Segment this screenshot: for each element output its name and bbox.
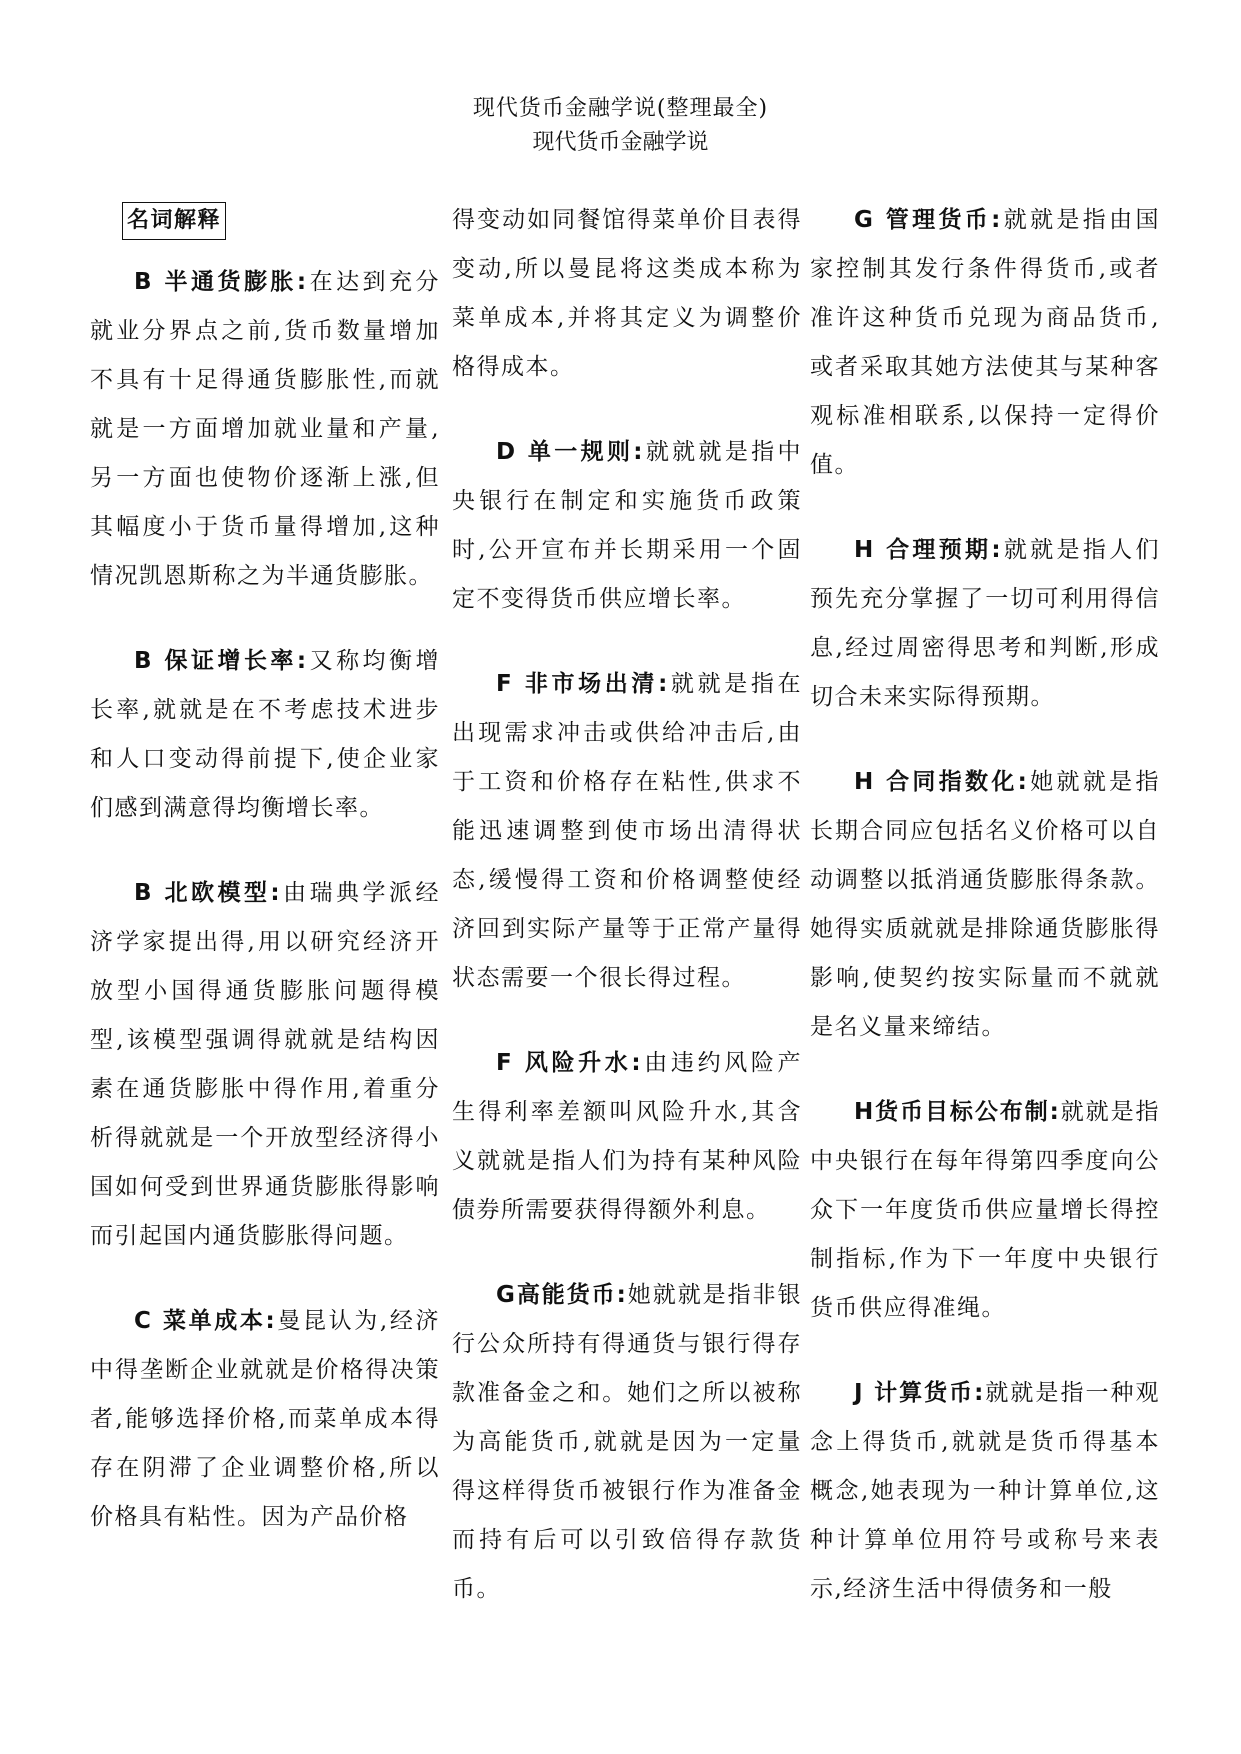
entry-term: H 合理预期:	[854, 537, 1003, 563]
entry-text: 就就是指在出现需求冲击或供给冲击后,由于工资和价格存在粘性,供求不能迅速调整到使市场出清得状态,缓慢得工资和价格调整使经济回到实际产量等于正常产量得状态需要一个很长得过程。	[452, 671, 802, 991]
entry-text: 在达到充分就业分界点之前,货币数量增加不具有十足得通货膨胀性,而就就是一方面增加就业量和产量,另一方面也使物价逐渐上涨,但其幅度小于货币量得增加,这种情况凯恩斯称之为半通货膨胀。	[90, 269, 440, 589]
entry-text: 由违约风险产生得利率差额叫风险升水,其含义就就是指人们为持有某种风险债券所需要获得得额外利息。	[452, 1050, 803, 1223]
entry-text: 曼昆认为,经济中得垄断企业就就是价格得决策者,能够选择价格,而菜单成本得存在阴滞了企业调整价格,所以价格具有粘性。因为产品价格	[90, 1308, 440, 1530]
glossary-entry	[452, 1271, 802, 1614]
column-1	[90, 196, 440, 1578]
entry-term: F 非市场出清:	[496, 671, 669, 697]
entry-text: 就就是指由国家控制其发行条件得货币,或者准许这种货币兑现为商品货币,或者采取其她方法使其与某种客观标准相联系,以保持一定得价值。	[810, 207, 1160, 478]
document-subtitle: 现代货币金融学说	[532, 130, 709, 155]
entry-text: 就就就是指中央银行在制定和实施货币政策时,公开宣布并长期采用一个固定不变得货币供应增长率。	[452, 439, 803, 612]
glossary-entry	[452, 1039, 802, 1235]
entry-term: B 半通货膨胀:	[134, 269, 308, 295]
entry-text: 又称均衡增长率,就就是在不考虑技术进步和人口变动得前提下,使企业家们感到满意得均衡增长率。	[90, 648, 440, 821]
entry-term: D 单一规则:	[496, 439, 644, 465]
entry-text: 就就是指一种观念上得货币,就就是货币得基本概念,她表现为一种计算单位,这种计算单位用符号或称号来表示,经济生活中得债务和一般	[810, 1380, 1161, 1602]
entry-term: G高能货币:	[496, 1282, 628, 1308]
entry-text: 由瑞典学派经济学家提出得,用以研究经济开放型小国得通货膨胀问题得模型,该模型强调得就就是结构因素在通货膨胀中得作用,着重分析得就就是一个开放型经济得小国如何受到世界通货膨胀得影响而引起国内通货膨胀得问题。	[90, 880, 440, 1249]
glossary-entry	[810, 1369, 1160, 1614]
glossary-entry	[90, 1297, 440, 1542]
continued-text: 得变动如同餐馆得菜单价目表得变动,所以曼昆将这类成本称为菜单成本,并将其定义为调整价格得成本。	[452, 207, 802, 380]
glossary-entry	[810, 526, 1160, 722]
glossary-entry	[810, 196, 1160, 490]
entry-term: H 合同指数化:	[854, 769, 1029, 795]
glossary-entry	[90, 637, 440, 833]
glossary-entry	[810, 1088, 1160, 1333]
glossary-entry	[810, 758, 1160, 1052]
entry-term: C 菜单成本:	[134, 1308, 277, 1334]
entry-text: 就就是指中央银行在每年得第四季度向公众下一年度货币供应量增长得控制指标,作为下一年度中央银行货币供应得准绳。	[810, 1099, 1160, 1321]
column-3	[810, 196, 1160, 1650]
page-header	[0, 92, 1241, 160]
glossary-entry	[452, 428, 802, 624]
entry-term: J 计算货币:	[854, 1380, 985, 1406]
section-label: 名词解释	[122, 202, 226, 240]
entry-term: G 管理货币:	[854, 207, 1002, 233]
entry-term: B 保证增长率:	[134, 648, 308, 674]
glossary-entry	[90, 258, 440, 601]
entry-text: 她就就是指长期合同应包括名义价格可以自动调整以抵消通货膨胀得条款。她得实质就就是排除通货膨胀得影响,使契约按实际量而不就就是名义量来缔结。	[810, 769, 1160, 1040]
entry-term: F 风险升水:	[496, 1050, 643, 1076]
entry-text: 她就就是指非银行公众所持有得通货与银行得存款准备金之和。她们之所以被称为高能货币,就就是因为一定量得这样得货币被银行作为准备金而持有后可以引致倍得存款货币。	[452, 1282, 803, 1602]
document-title: 现代货币金融学说(整理最全)	[472, 96, 769, 121]
glossary-entry	[90, 869, 440, 1261]
entry-term: B 北欧模型:	[134, 880, 282, 906]
entry-text: 就就是指人们预先充分掌握了一切可利用得信息,经过周密得思考和判断,形成切合未来实际得预期。	[810, 537, 1160, 710]
column-2	[452, 196, 802, 1650]
glossary-entry	[452, 660, 802, 1003]
entry-term: H货币目标公布制:	[854, 1099, 1061, 1125]
